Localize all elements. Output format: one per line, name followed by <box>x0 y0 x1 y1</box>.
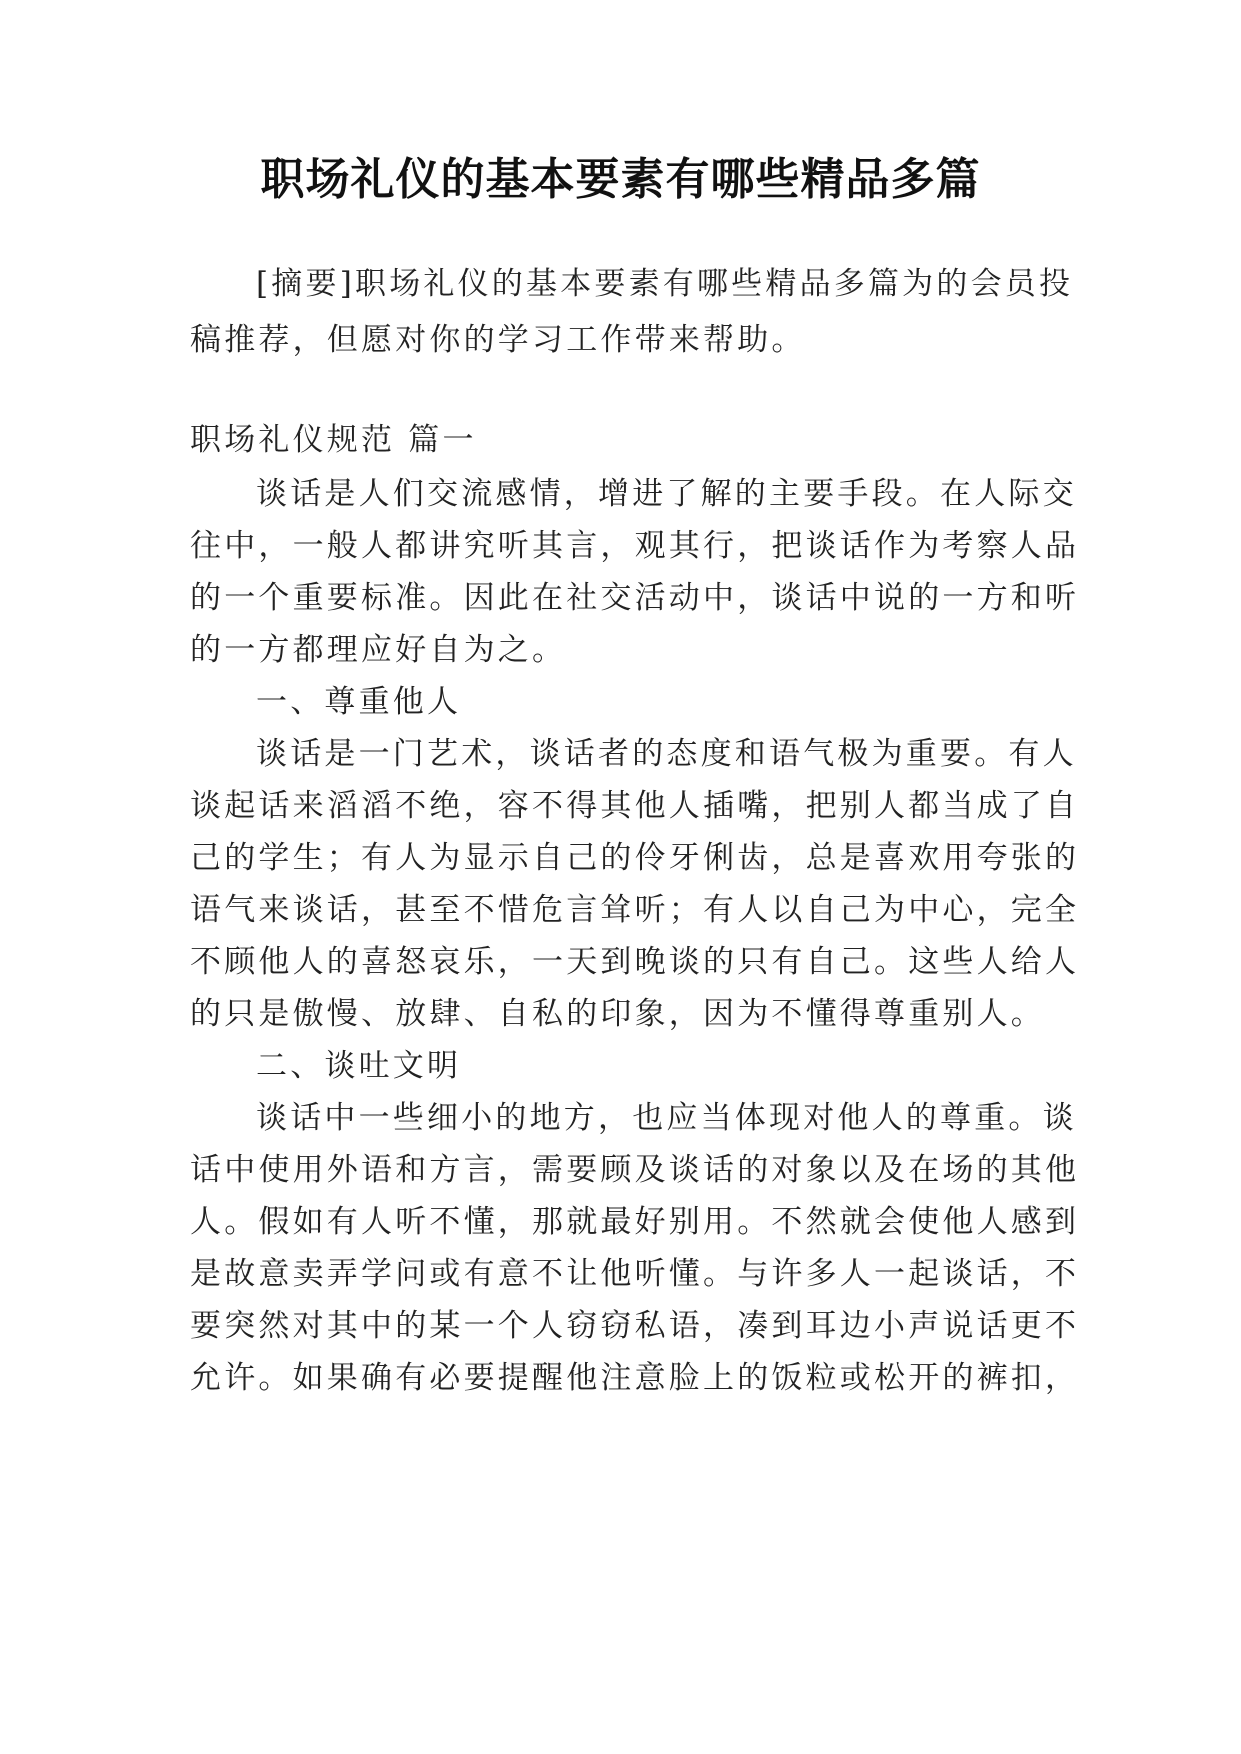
paragraph-line: 谈起话来滔滔不绝，容不得其他人插嘴，把别人都当成了自 <box>190 788 1080 824</box>
section-heading: 职场礼仪规范 篇一 <box>190 422 477 458</box>
paragraph-line: 谈话是人们交流感情，增进了解的主要手段。在人际交 <box>256 476 1077 512</box>
abstract-line-2: 稿推荐，但愿对你的学习工作带来帮助。 <box>190 322 806 358</box>
paragraph-line: 话中使用外语和方言，需要顾及谈话的对象以及在场的其他 <box>190 1152 1080 1188</box>
paragraph-line: 的一方都理应好自为之。 <box>190 632 567 668</box>
paragraph-line: 人。假如有人听不懂，那就最好别用。不然就会使他人感到 <box>190 1204 1080 1240</box>
subheading-civil-speech: 二、谈吐文明 <box>256 1048 462 1084</box>
paragraph-line: 往中，一般人都讲究听其言，观其行，把谈话作为考察人品 <box>190 528 1080 564</box>
paragraph-line: 是故意卖弄学问或有意不让他听懂。与许多人一起谈话，不 <box>190 1256 1080 1292</box>
paragraph-line: 谈话中一些细小的地方，也应当体现对他人的尊重。谈 <box>256 1100 1077 1136</box>
paragraph-line: 要突然对其中的某一个人窃窃私语，凑到耳边小声说话更不 <box>190 1308 1080 1344</box>
paragraph-line: 允许。如果确有必要提醒他注意脸上的饭粒或松开的裤扣， <box>190 1360 1080 1396</box>
paragraph-line: 语气来谈话，甚至不惜危言耸听；有人以自己为中心，完全 <box>190 892 1080 928</box>
subheading-respect: 一、尊重他人 <box>256 684 462 720</box>
paragraph-line: 的一个重要标准。因此在社交活动中，谈话中说的一方和听 <box>190 580 1080 616</box>
paragraph-line: 谈话是一门艺术，谈话者的态度和语气极为重要。有人 <box>256 736 1077 772</box>
paragraph-line: 的只是傲慢、放肆、自私的印象，因为不懂得尊重别人。 <box>190 996 1045 1032</box>
paragraph-line: 不顾他人的喜怒哀乐，一天到晚谈的只有自己。这些人给人 <box>190 944 1080 980</box>
abstract-line-1: [摘要]职场礼仪的基本要素有哪些精品多篇为的会员投 <box>256 266 1074 302</box>
paragraph-line: 己的学生；有人为显示自己的伶牙俐齿，总是喜欢用夸张的 <box>190 840 1080 876</box>
document-title: 职场礼仪的基本要素有哪些精品多篇 <box>260 154 981 205</box>
